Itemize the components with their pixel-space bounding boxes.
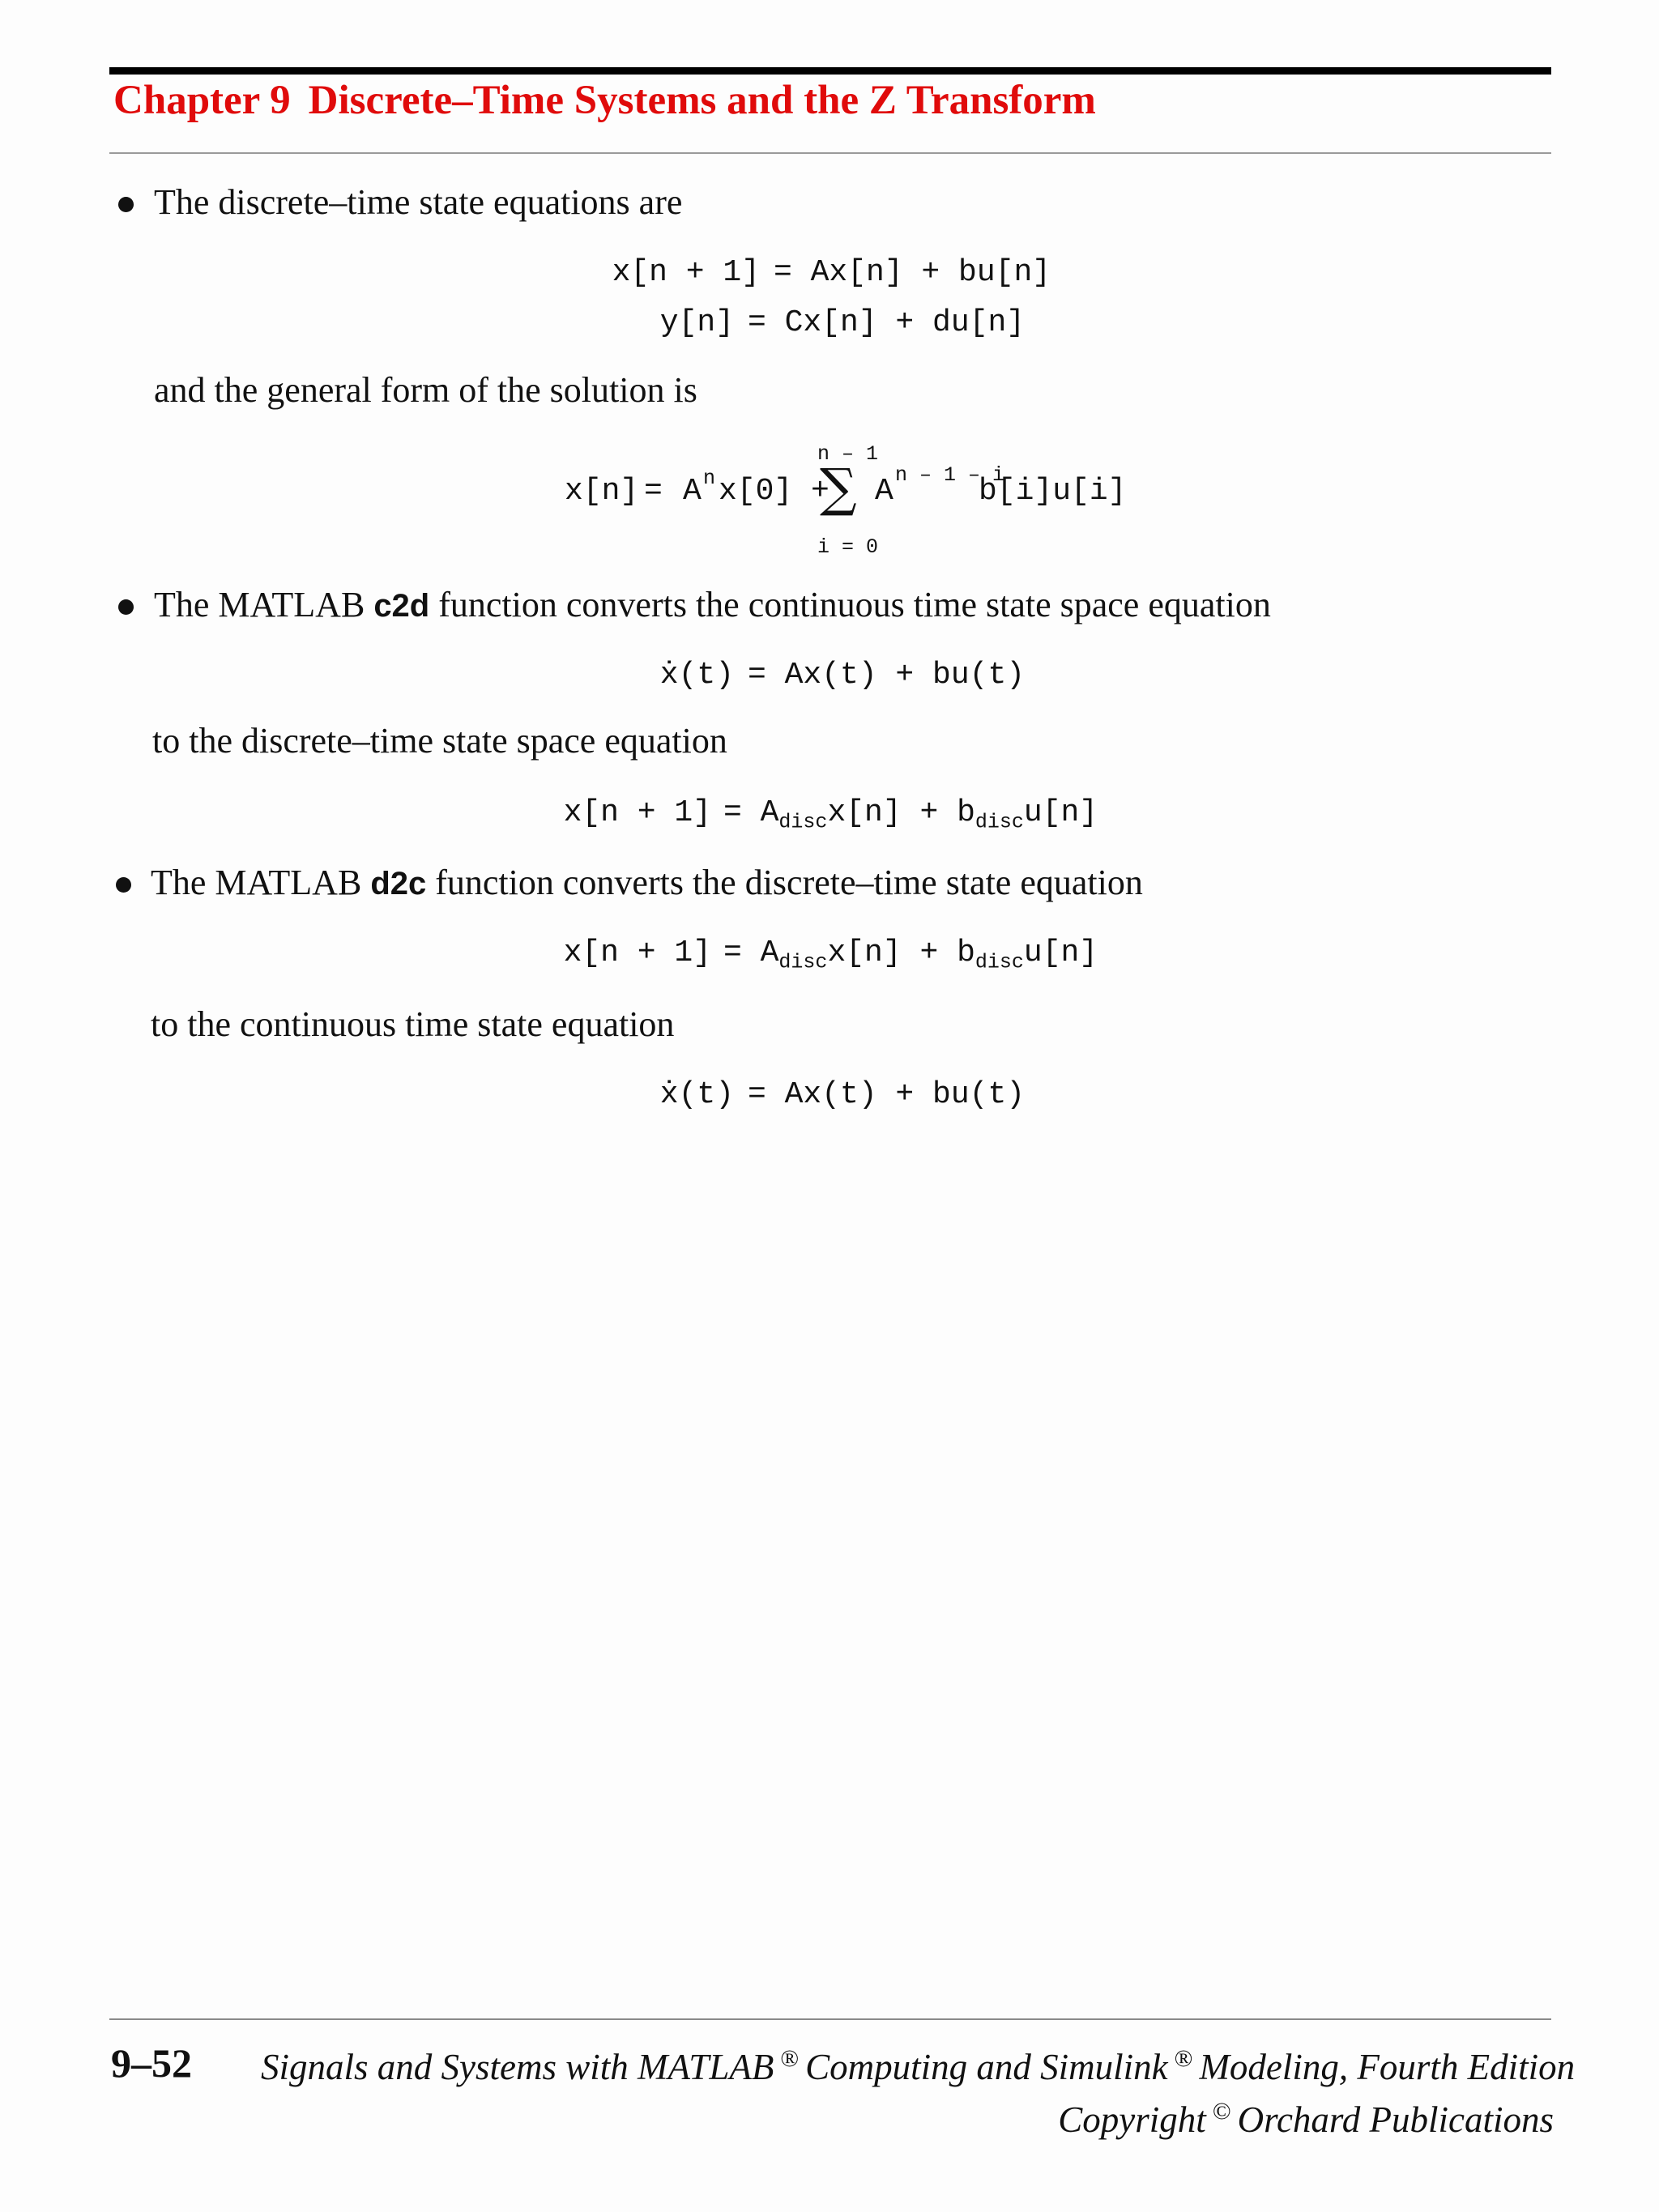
book-title-c: Modeling, Fourth Edition <box>1199 2047 1576 2087</box>
disc2-eq-tail: u[n] <box>1023 936 1098 970</box>
disc2-eq-lhs: x[n + 1] <box>563 936 711 970</box>
book-title <box>261 2045 1575 2088</box>
bullet-3-prefix: The MATLAB <box>151 863 362 902</box>
disc2-eq-sub1: disc <box>778 950 828 974</box>
solution-lhs: x[n] <box>565 474 639 509</box>
bullet-2-text <box>154 587 1271 623</box>
sum-upper-limit: n – 1 <box>817 442 879 466</box>
d2c-function-name: d2c <box>370 866 427 901</box>
bullet-3-suffix: function converts the discrete–time state equation <box>435 863 1143 902</box>
copyright-label: Copyright <box>1058 2099 1206 2140</box>
eq1-rhs: = Ax[n] + bu[n] <box>774 255 1051 290</box>
disc-eq-rhs <box>723 795 1098 834</box>
publisher-name: Orchard Publications <box>1237 2099 1554 2140</box>
bullet-1-text: The discrete–time state equations are <box>154 182 683 222</box>
bullet-2-suffix: function converts the continuous time state space equation <box>438 585 1271 624</box>
registered-mark-1: ® <box>780 2045 800 2072</box>
bullet-1-after: and the general form of the solution is <box>154 370 697 410</box>
c2d-function-name: c2d <box>373 588 430 624</box>
disc-eq-tail: u[n] <box>1023 795 1098 830</box>
cont-eq-lhs: ẋ(t) <box>659 658 734 693</box>
chapter-label: Chapter 9 <box>113 78 291 123</box>
cont-eq-rhs: = Ax(t) + bu(t) <box>748 658 1026 693</box>
copyright-symbol: © <box>1212 2098 1231 2125</box>
bullet-2-after: to the discrete–time state space equation <box>152 721 727 761</box>
eq2-rhs: = Cx[n] + du[n] <box>748 305 1026 340</box>
bullet-3-after: to the continuous time state equation <box>151 1004 675 1044</box>
bullet-2-prefix: The MATLAB <box>154 585 365 624</box>
solution-equals: = <box>644 474 663 509</box>
page-number: 9–52 <box>111 2040 192 2086</box>
disc-eq-sub2: disc <box>975 810 1024 834</box>
chapter-heading <box>113 77 1114 124</box>
summation-symbol: ∑ <box>820 458 857 518</box>
disc2-eq-rhs <box>723 938 1098 973</box>
bullet-3-text <box>151 865 1143 901</box>
disc2-eq-equals: = A <box>723 936 779 970</box>
book-title-b: Computing and Simulink <box>805 2047 1168 2087</box>
disc-eq-sub1: disc <box>778 810 828 834</box>
book-title-a: Signals and Systems with MATLAB <box>261 2047 774 2087</box>
bullet-2 <box>118 599 134 615</box>
solution-A2-exponent: n – 1 – i <box>895 463 1005 487</box>
disc-eq-equals: = A <box>723 795 779 830</box>
disc2-eq-mid: x[n] + b <box>827 936 975 970</box>
bullet-3 <box>116 877 131 893</box>
cont2-eq-lhs: ẋ(t) <box>659 1077 734 1112</box>
bullet-1 <box>118 197 134 212</box>
solution-A: A <box>683 474 702 509</box>
footer-rule <box>109 2018 1551 2020</box>
eq2-lhs: y[n] <box>659 305 734 340</box>
registered-mark-2: ® <box>1174 2045 1193 2072</box>
solution-A2: A <box>875 474 893 509</box>
eq1-lhs: x[n + 1] <box>612 255 760 290</box>
disc2-eq-sub2: disc <box>975 950 1024 974</box>
sum-lower-limit: i = 0 <box>817 535 879 559</box>
copyright-line <box>1058 2098 1554 2141</box>
disc-eq-lhs: x[n + 1] <box>563 795 711 830</box>
cont2-eq-rhs: = Ax(t) + bu(t) <box>748 1077 1026 1112</box>
header-rule-thin <box>109 152 1551 154</box>
solution-tail: b[i]u[i] <box>979 474 1127 509</box>
chapter-title: Discrete–Time Systems and the Z Transform <box>308 78 1096 123</box>
solution-mid: x[0] + <box>719 474 830 509</box>
solution-A-exponent: n <box>703 467 716 490</box>
disc-eq-mid: x[n] + b <box>827 795 975 830</box>
header-rule-thick <box>109 67 1551 75</box>
